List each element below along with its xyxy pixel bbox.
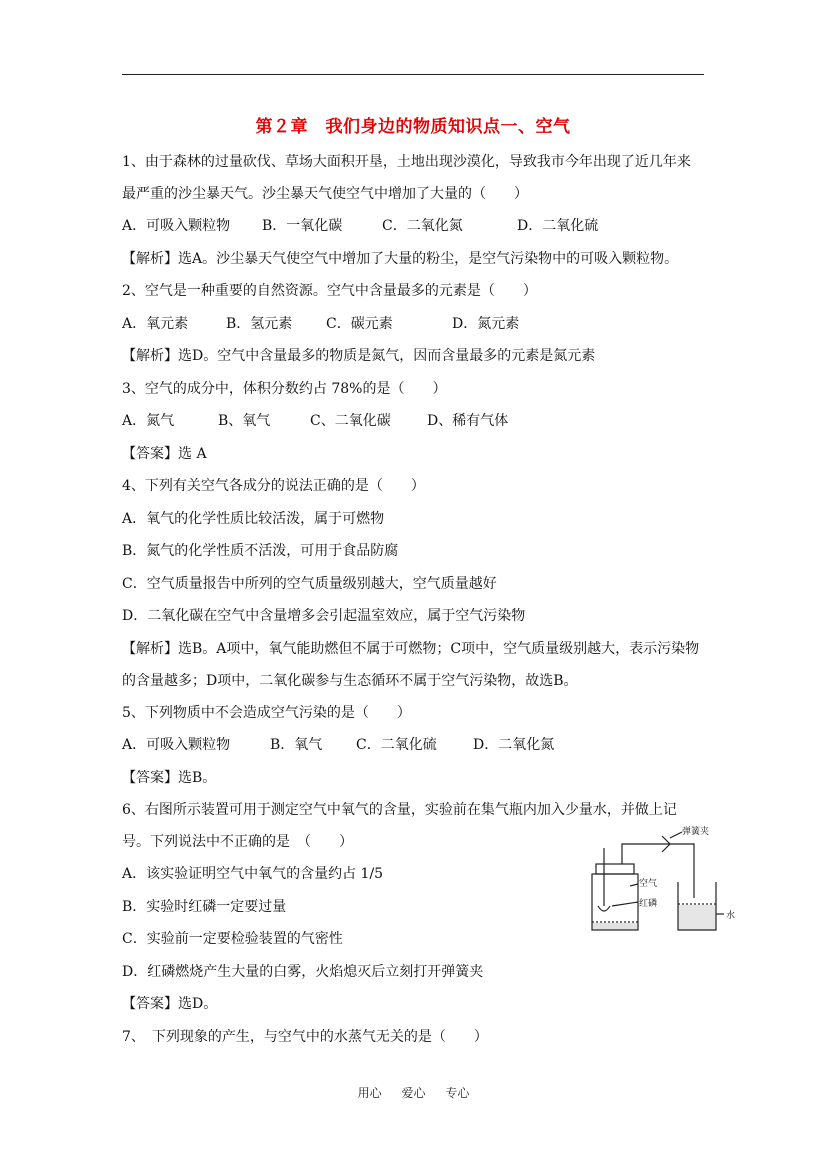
question-6-answer: 【答案】选D。 — [122, 996, 218, 1012]
question-1-options — [122, 210, 704, 243]
label-water: 水 — [726, 911, 736, 921]
footer-item-1: 用心 — [357, 1086, 382, 1100]
footer-item-2: 爱心 — [401, 1086, 426, 1100]
question-4-option-a: A．氧气的化学性质比较活泼，属于可燃物 — [122, 510, 385, 527]
question-2-option-a: A．氧元素 — [122, 315, 189, 332]
question-6-option-a: A．该实验证明空气中氧气的含量约占 1/5 — [122, 866, 384, 882]
page-footer — [0, 1084, 827, 1101]
question-5-option-b: B．氧气 — [270, 737, 323, 753]
question-7-stem: 7、 下列现象的产生，与空气中的水蒸气无关的是（ ） — [122, 1028, 488, 1045]
question-6-option-c: C．实验前一定要检验装置的气密性 — [122, 931, 343, 947]
question-6-option-b: B．实验时红磷一定要过量 — [122, 898, 287, 915]
question-2-options — [122, 308, 704, 341]
connecting-tube — [622, 844, 694, 898]
question-1-option-b: B．一氧化碳 — [262, 218, 343, 234]
bottle-stopper — [596, 864, 634, 874]
page-title: 第２章 我们身边的物质知识点一、空气 — [255, 117, 571, 137]
question-2-answer: 【解析】选D。空气中含量最多的物质是氮气，因而含量最多的元素是氮元素 — [122, 348, 596, 364]
question-4-option-b: B．氮气的化学性质不活泼，可用于食品防腐 — [122, 543, 399, 559]
question-5-options — [122, 729, 704, 762]
question-2-option-d: D．氮元素 — [452, 315, 520, 332]
question-5-option-a: A．可吸入颗粒物 — [122, 737, 231, 753]
question-3-stem: 3、空气的成分中，体积分数约占 78%的是（ ） — [122, 380, 447, 397]
question-4-option-c: C．空气质量报告中所列的空气质量级别越大，空气质量越好 — [122, 575, 497, 592]
question-4-stem: 4、下列有关空气各成分的说法正确的是（ ） — [122, 478, 425, 494]
apparatus-diagram — [582, 826, 740, 936]
question-3-options — [122, 405, 704, 438]
spoon-cup — [598, 906, 610, 911]
question-4-option-d: D．二氧化碳在空气中含量增多会引起温室效应，属于空气污染物 — [122, 608, 526, 624]
question-1-stem: 1、由于森林的过量砍伐、草场大面积开垦，土地出现沙漠化，导致我市今年出现了近几年来最严重的沙尘暴天气。沙尘暴天气使空气中增加了大量的（ ） — [122, 154, 691, 202]
header-rule — [122, 74, 704, 75]
question-2-stem: 2、空气是一种重要的自然资源。空气中含量最多的元素是（ ） — [122, 283, 537, 299]
gas-bottle — [592, 874, 638, 930]
question-3-option-a: A．氮气 — [122, 413, 175, 429]
question-2-option-b: B．氢元素 — [226, 315, 293, 332]
question-3-option-b: B、氧气 — [218, 413, 271, 429]
label-air: 空气 — [639, 879, 658, 889]
question-3-answer: 【答案】选 A — [122, 445, 207, 462]
question-5-option-c: C．二氧化硫 — [356, 737, 437, 753]
question-4-answer: 【解析】选B。A项中，氧气能助燃但不属于可燃物；C项中，空气质量级别越大，表示污染物的含量越多；D项中，二氧化碳参与生态循环不属于空气污染物，故选B。 — [122, 640, 700, 689]
question-3-option-d: D、稀有气体 — [427, 413, 509, 429]
label-clip: 弹簧夹 — [682, 827, 710, 837]
question-2-option-c: C．碳元素 — [326, 315, 393, 332]
question-6-stem: 6、右图所示装置可用于测定空气中氧气的含量，实验前在集气瓶内加入少量水，并做上记号。下列说法中不正确的是 （ ） — [122, 802, 677, 850]
question-6-option-d: D．红磷燃烧产生大量的白雾，火焰熄灭后立刻打开弹簧夹 — [122, 963, 484, 980]
question-5-stem: 5、下列物质中不会造成空气污染的是（ ） — [122, 704, 411, 721]
question-1-option-a: A．可吸入颗粒物 — [122, 218, 231, 234]
question-1-option-c: C．二氧化氮 — [382, 218, 463, 234]
question-3-option-c: C、二氧化碳 — [310, 413, 391, 429]
question-1-option-d: D．二氧化硫 — [517, 218, 599, 234]
label-phosphorus: 红磷 — [639, 899, 658, 909]
question-5-option-d: D．二氧化氮 — [473, 737, 555, 753]
question-5-answer: 【答案】选B。 — [122, 769, 217, 786]
question-1-answer: 【解析】选A。沙尘暴天气使空气中增加了大量的粉尘，是空气污染物中的可吸入颗粒物。 — [122, 250, 679, 267]
footer-item-3: 专心 — [445, 1086, 470, 1100]
